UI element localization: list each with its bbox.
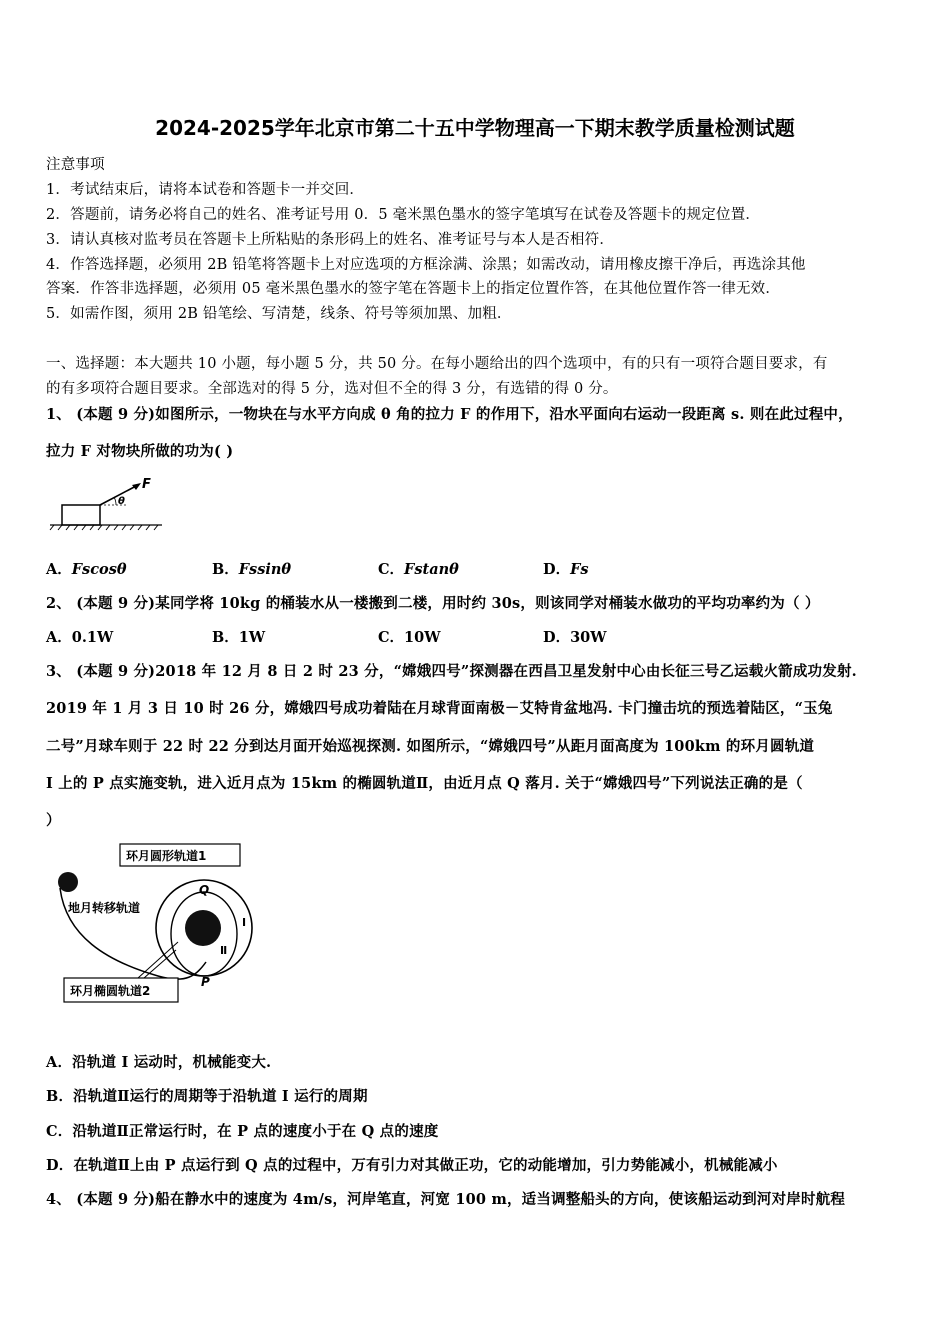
question-1-stem: 拉力 F 对物块所做的功为( ): [46, 443, 234, 460]
orbit-2-label: Ⅱ: [220, 944, 228, 957]
force-label: F: [142, 477, 151, 492]
option-letter: B．: [212, 629, 239, 646]
transfer-orbit-label: 地月转移轨道: [68, 901, 141, 915]
q2-option-a: [46, 626, 113, 647]
option-letter: C．: [378, 561, 405, 578]
question-3-stem: ）: [46, 812, 61, 829]
question-2-stem: 2、 (本题 9 分)某同学将 10kg 的桶装水从一楼搬到二楼，用时约 30s，则该同学对桶装水做功的平均功率约为（ ）: [46, 595, 820, 612]
q3-option-a: A．沿轨道 I 运动时，机械能变大.: [46, 1054, 272, 1071]
q3-option-c: C．沿轨道Ⅱ正常运行时，在 P 点的速度小于在 Q 点的速度: [46, 1123, 439, 1140]
notice-line: 4．作答选择题，必须用 2B 铅笔将答题卡上对应选项的方框涂满、涂黑；如需改动，请用橡皮擦干净后，再选涂其他: [46, 257, 806, 273]
page-title: 2024-2025学年北京市第二十五中学物理高一下期末教学质量检测试题: [155, 116, 795, 140]
option-text: Fs: [570, 561, 589, 578]
option-text: 30W: [570, 629, 607, 646]
q1-option-a: [46, 558, 127, 579]
option-text: Fssinθ: [238, 561, 292, 578]
section-intro: 一、选择题：本大题共 10 小题，每小题 5 分，共 50 分。在每小题给出的四个选项中，有的只有一项符合题目要求，有: [46, 356, 828, 372]
elliptical-orbit-pointer: [138, 942, 178, 978]
earth: [58, 872, 78, 892]
moon: [185, 910, 221, 946]
question-3-stem: I 上的 P 点实施变轨，进入近月点为 15km 的椭圆轨道Ⅱ，由近月点 Q 落月. 关于“嫦娥四号”下列说法正确的是（: [46, 775, 803, 792]
option-letter: C．: [378, 629, 405, 646]
angle-label: θ: [118, 496, 125, 507]
option-text: 0.1W: [71, 629, 114, 646]
notice-line: 1．考试结束后，请将本试卷和答题卡一并交回．: [46, 182, 365, 198]
question-1-stem: 1、 (本题 9 分)如图所示，一物块在与水平方向成 θ 角的拉力 F 的作用下，沿水平面向右运动一段距离 s. 则在此过程中，: [46, 406, 853, 423]
arrowhead: [132, 483, 141, 490]
notice-heading: 注意事项: [46, 157, 105, 173]
q1-option-d: [543, 558, 589, 579]
question-3-stem: 2019 年 1 月 3 日 10 时 26 分，嫦娥四号成功着陆在月球背面南极－艾特肯盆地冯. 卡门撞击坑的预选着陆区，“玉兔: [46, 700, 833, 717]
q2-option-d: [543, 626, 607, 647]
option-letter: A．: [46, 561, 72, 578]
q1-option-b: [212, 558, 291, 579]
point-q-label: Q: [199, 883, 210, 897]
block-force-figure: [46, 474, 171, 534]
notice-line: 3．请认真核对监考员在答题卡上所粘贴的条形码上的姓名、准考证号与本人是否相符．: [46, 232, 615, 248]
block: [62, 505, 100, 525]
q1-option-c: [378, 558, 459, 579]
point-p-label: P: [201, 975, 210, 989]
angle-arc: [114, 497, 116, 505]
q2-option-c: [378, 626, 441, 647]
option-letter: A．: [46, 629, 72, 646]
option-text: 10W: [404, 629, 441, 646]
lunar-orbit-figure: [46, 836, 266, 1016]
option-text: Fscosθ: [71, 561, 127, 578]
question-4-stem: 4、 (本题 9 分)船在静水中的速度为 4m/s，河岸笔直，河宽 100 m，适当调整船头的方向，使该船运动到河对岸时航程: [46, 1191, 846, 1208]
circular-orbit-label: 环月圆形轨道1: [126, 849, 207, 863]
section-intro: 的有多项符合题目要求。全部选对的得 5 分，选对但不全的得 3 分，有选错的得 0 分。: [46, 381, 618, 397]
orbit-1-label: I: [242, 916, 247, 929]
option-letter: D．: [543, 561, 571, 578]
notice-line: 5．如需作图，须用 2B 铅笔绘、写清楚，线条、符号等须加黑、加粗．: [46, 306, 512, 322]
q2-option-b: [212, 626, 265, 647]
question-3-stem: 3、 (本题 9 分)2018 年 12 月 8 日 2 时 23 分，“嫦娥四号”探测器在西昌卫星发射中心由长征三号乙运载火箭成功发射.: [46, 663, 857, 680]
option-letter: B．: [212, 561, 239, 578]
question-3-stem: 二号”月球车则于 22 时 22 分到达月面开始巡视探测. 如图所示，“嫦娥四号”从距月面高度为 100km 的环月圆轨道: [46, 738, 815, 755]
elliptical-orbit-label: 环月椭圆轨道2: [70, 984, 151, 998]
q3-option-d: D．在轨道Ⅱ上由 P 点运行到 Q 点的过程中，万有引力对其做正功，它的动能增加，引力势能减小，机械能减小: [46, 1157, 778, 1174]
option-letter: D．: [543, 629, 571, 646]
notice-line: 2．答题前，请务必将自己的姓名、准考证号用 0．5 毫米黑色墨水的签字笔填写在试卷及答题卡的规定位置．: [46, 207, 761, 223]
option-text: 1W: [238, 629, 266, 646]
q3-option-b: B．沿轨道Ⅱ运行的周期等于沿轨道 I 运行的周期: [46, 1088, 368, 1105]
notice-line: 答案．作答非选择题，必须用 05 毫米黑色墨水的签字笔在答题卡上的指定位置作答，在其他位置作答一律无效．: [46, 281, 781, 297]
option-text: Fstanθ: [404, 561, 459, 578]
